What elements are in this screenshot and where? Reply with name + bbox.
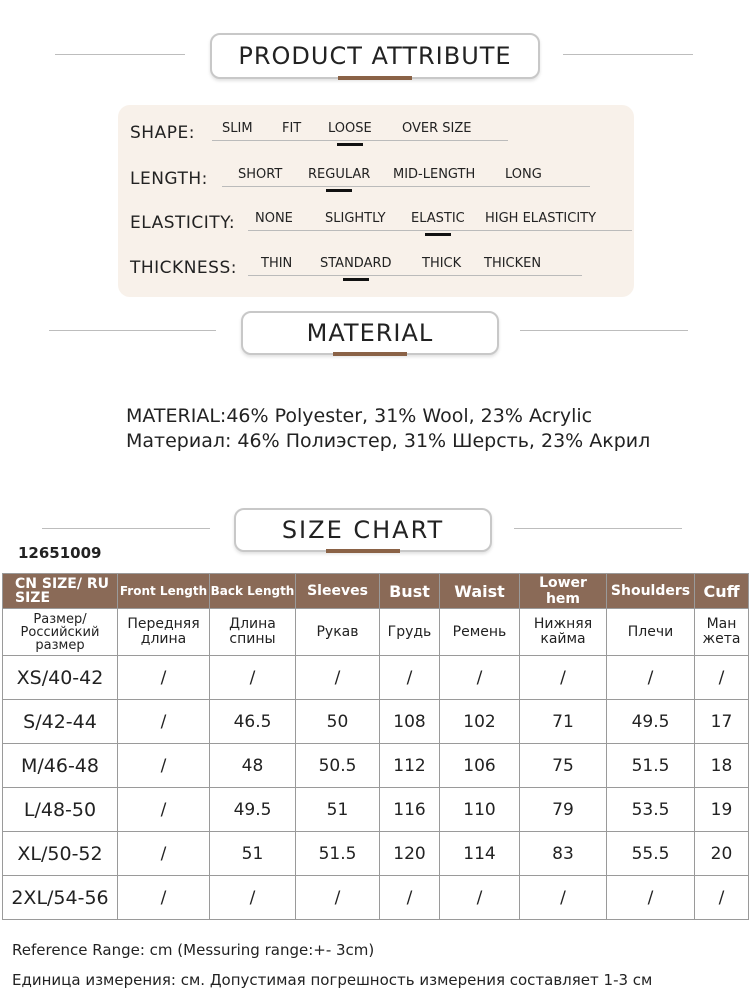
size-table [2, 573, 749, 920]
header-cell: Рукав [296, 609, 380, 656]
attribute-line [222, 186, 590, 187]
header-cell: Bust [380, 574, 440, 609]
measurement-cell: / [520, 876, 607, 920]
header-cell: Нижняя кайма [520, 609, 607, 656]
measurement-cell: 50 [296, 700, 380, 744]
material-composition [126, 404, 650, 454]
header-cell: Front Length [118, 574, 210, 609]
measurement-cell: 71 [520, 700, 607, 744]
measurement-cell: 17 [695, 700, 749, 744]
measurement-cell: 120 [380, 832, 440, 876]
attribute-label: SHAPE: [130, 123, 195, 143]
option-slightly: SLIGHTLY [325, 211, 386, 226]
header-cell: Плечи [607, 609, 695, 656]
option-slim: SLIM [222, 121, 253, 136]
attribute-panel [118, 105, 634, 297]
measurement-cell: / [520, 656, 607, 700]
material-russian: Материал: 46% Полиэстер, 31% Шерсть, 23% Акрил [126, 430, 651, 452]
measurement-cell: 83 [520, 832, 607, 876]
divider-right [520, 330, 688, 331]
measurement-cell: 51.5 [296, 832, 380, 876]
header-cell: Ремень [440, 609, 520, 656]
size-cell: S/42-44 [3, 700, 118, 744]
measurement-cell: 108 [380, 700, 440, 744]
measurement-cell: / [210, 876, 296, 920]
attribute-row-thickness [130, 250, 630, 280]
measurement-cell: 112 [380, 744, 440, 788]
option-long: LONG [505, 167, 542, 182]
measurement-cell: 46.5 [210, 700, 296, 744]
size-cell: XL/50-52 [3, 832, 118, 876]
size-cell: M/46-48 [3, 744, 118, 788]
option-loose-selected: LOOSE [328, 121, 372, 136]
option-regular-selected: REGULAR [308, 167, 371, 182]
measurement-cell: 106 [440, 744, 520, 788]
measurement-cell: 51.5 [607, 744, 695, 788]
measurement-cell: / [695, 656, 749, 700]
divider-left [49, 330, 216, 331]
attribute-line [212, 140, 508, 141]
option-thicken: THICKEN [484, 256, 542, 271]
option-short: SHORT [238, 167, 283, 182]
divider-right [563, 54, 693, 55]
option-none: NONE [255, 211, 293, 226]
measurement-cell: 49.5 [210, 788, 296, 832]
measurement-cell: 51 [210, 832, 296, 876]
table-row [3, 700, 749, 744]
option-high-elasticity: HIGH ELASTICITY [485, 211, 597, 226]
header-cell: Shoulders [607, 574, 695, 609]
measurement-cell: / [695, 876, 749, 920]
header-cell: Передняя длина [118, 609, 210, 656]
table-row [3, 656, 749, 700]
measurement-cell: 20 [695, 832, 749, 876]
attribute-row-shape [130, 115, 630, 145]
product-attribute-title-text: PRODUCT ATTRIBUTE [238, 42, 512, 70]
option-standard-selected: STANDARD [320, 256, 392, 271]
option-elastic-selected: ELASTIC [411, 211, 465, 226]
measurement-cell: / [380, 656, 440, 700]
header-cell: CN SIZE/ RU SIZE [3, 574, 118, 609]
measurement-cell: 79 [520, 788, 607, 832]
measurement-cell: / [118, 656, 210, 700]
table-row [3, 832, 749, 876]
option-thick: THICK [422, 256, 462, 271]
table-row [3, 788, 749, 832]
attribute-label: ELASTICITY: [130, 213, 236, 233]
header-row-english [3, 574, 749, 609]
measurement-cell: 75 [520, 744, 607, 788]
divider-left [42, 528, 210, 529]
header-cell: Back Length [210, 574, 296, 609]
measurement-cell: / [118, 876, 210, 920]
measurement-cell: / [118, 744, 210, 788]
measurement-cell: 18 [695, 744, 749, 788]
product-attribute-title [210, 33, 540, 79]
measurement-cell: 116 [380, 788, 440, 832]
header-cell: Lower hem [520, 574, 607, 609]
measurement-cell: / [210, 656, 296, 700]
measurement-cell: 102 [440, 700, 520, 744]
measurement-cell: / [607, 876, 695, 920]
header-cell: Cuff [695, 574, 749, 609]
measurement-cell: / [296, 656, 380, 700]
title-underline [326, 549, 400, 553]
size-cell: 2XL/54-56 [3, 876, 118, 920]
title-underline [333, 352, 407, 356]
header-cell: Размер/ Российский размер [3, 609, 118, 656]
measurement-cell: 55.5 [607, 832, 695, 876]
divider-right [514, 528, 682, 529]
table-row [3, 744, 749, 788]
size-table-body [3, 656, 749, 920]
attribute-row-elasticity [130, 205, 630, 235]
material-title [241, 311, 499, 355]
size-chart-title [234, 508, 492, 552]
measurement-cell: 51 [296, 788, 380, 832]
measurement-cell: / [118, 700, 210, 744]
material-english: MATERIAL:46% Polyester, 31% Wool, 23% Acrylic [126, 405, 593, 427]
material-title-text: MATERIAL [306, 319, 434, 347]
header-cell: Грудь [380, 609, 440, 656]
measurement-cell: 48 [210, 744, 296, 788]
header-cell: Длина спины [210, 609, 296, 656]
header-cell: Waist [440, 574, 520, 609]
header-row-russian [3, 609, 749, 656]
measurement-cell: 49.5 [607, 700, 695, 744]
title-underline [338, 76, 412, 80]
header-cell: Sleeves [296, 574, 380, 609]
attribute-label: LENGTH: [130, 169, 208, 189]
attribute-line [248, 275, 582, 276]
measurement-cell: / [380, 876, 440, 920]
option-thin: THIN [261, 256, 293, 271]
divider-left [55, 54, 185, 55]
attribute-label: THICKNESS: [130, 258, 237, 278]
table-row [3, 876, 749, 920]
reference-range-russian: Единица измерения: см. Допустимая погрешность измерения составляет 1-3 см [12, 971, 653, 989]
measurement-cell: / [118, 788, 210, 832]
measurement-cell: 110 [440, 788, 520, 832]
header-cell: Ман жета [695, 609, 749, 656]
measurement-cell: 114 [440, 832, 520, 876]
size-cell: XS/40-42 [3, 656, 118, 700]
option-mid-length: MID-LENGTH [393, 167, 476, 182]
measurement-cell: / [296, 876, 380, 920]
measurement-cell: / [440, 876, 520, 920]
product-code: 12651009 [18, 544, 102, 562]
reference-range-english: Reference Range: cm (Messuring range:+- 3cm) [12, 941, 375, 959]
measurement-cell: / [118, 832, 210, 876]
size-chart-title-text: SIZE CHART [281, 516, 445, 544]
measurement-cell: / [607, 656, 695, 700]
attribute-line [248, 230, 632, 231]
attribute-row-length [130, 161, 630, 191]
option-fit: FIT [282, 121, 302, 136]
measurement-cell: 50.5 [296, 744, 380, 788]
measurement-cell: 53.5 [607, 788, 695, 832]
measurement-cell: 19 [695, 788, 749, 832]
option-over-size: OVER SIZE [402, 121, 472, 136]
size-cell: L/48-50 [3, 788, 118, 832]
measurement-cell: / [440, 656, 520, 700]
